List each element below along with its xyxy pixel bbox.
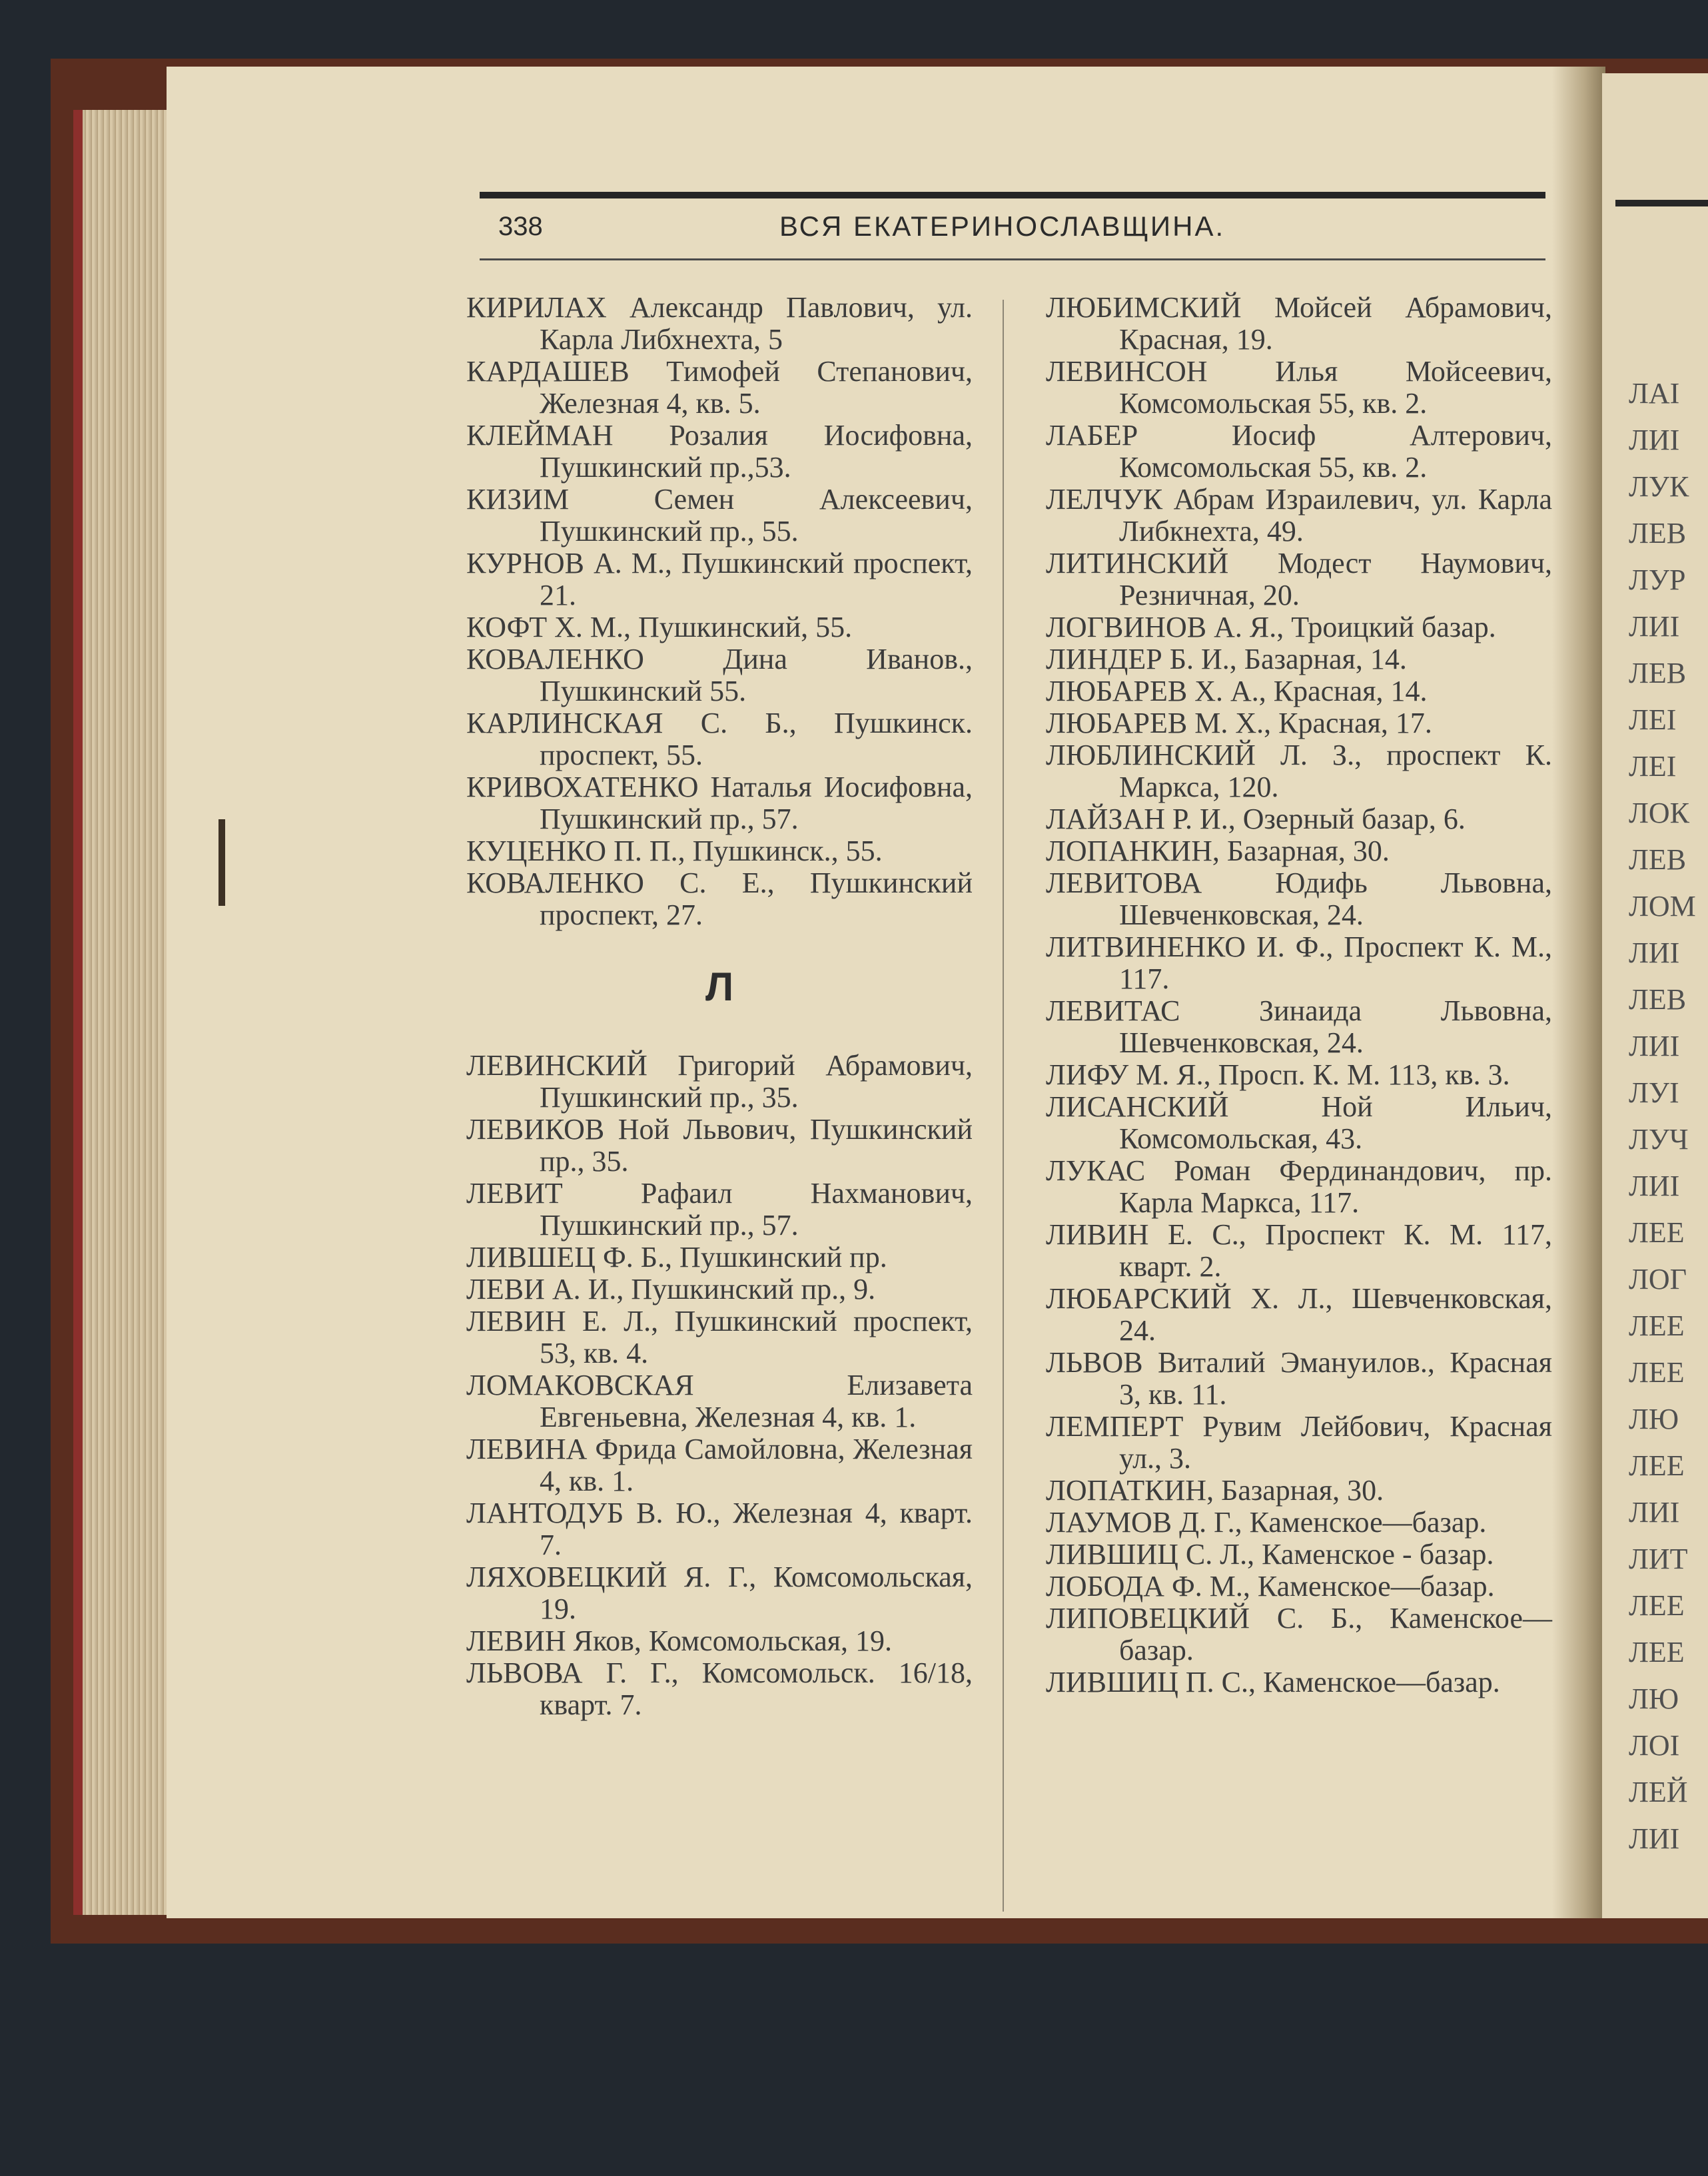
facing-page-fragment: ЛЕІ [1629,750,1677,783]
facing-page-fragment: ЛЕІ [1629,703,1677,736]
entries-l [466,1050,973,1721]
facing-page-fragment: ЛЕЕ [1629,1449,1685,1482]
directory-entry: ЛЕВИН Яков, Комсомольская, 19. [466,1625,893,1657]
directory-entry: ЛЬВОВ Виталий Эмануилов., Красная 3, кв. 11. [1046,1346,1552,1411]
directory-entry: ЛИСАНСКИЙ Ной Ильич, Комсомольская, 43. [1046,1090,1552,1155]
directory-entry: КАРЛИНСКАЯ С. Б., Пушкинск. проспект, 55. [466,707,973,771]
directory-entry: ЛИТИНСКИЙ Модест Наумович, Резничная, 20. [1046,547,1552,611]
page-number: 338 [498,212,543,241]
directory-entry: ЛИВШЕЦ Ф. Б., Пушкинский пр. [466,1241,887,1273]
directory-entry: ЛАБЕР Иосиф Алтерович, Комсомольская 55, кв. 2. [1046,419,1552,484]
page-edges [73,110,176,1915]
directory-entry: КЛЕЙМАН Розалия Иосифовна, Пушкинский пр.,53. [466,419,973,484]
directory-entry: КОВАЛЕНКО Дина Иванов., Пушкинский 55. [466,643,973,707]
directory-entry: ЛИВИН Е. С., Проспект К. М. 117, кварт. 2. [1046,1218,1552,1283]
facing-page-fragment: ЛЕВ [1629,983,1687,1016]
section-letter: Л [705,964,734,1009]
directory-entry: КАРДАШЕВ Тимофей Степанович, Железная 4, кв. 5. [466,355,973,420]
facing-page-fragment: ЛЮ [1629,1682,1679,1715]
directory-entry: КИЗИМ Семен Алексеевич, Пушкинский пр., 55. [466,483,973,547]
directory-entry: ЛЕВИТОВА Юдифь Львовна, Шевченковская, 24. [1046,867,1552,931]
directory-entry: ЛЬВОВА Г. Г., Комсомольск. 16/18, кварт. 7. [466,1656,973,1721]
facing-page-fragment: ЛЕЕ [1629,1589,1685,1622]
directory-entry: ЛЕВИНСКИЙ Григорий Абрамович, Пушкинский пр., 35. [466,1049,973,1114]
directory-entry: ЛОГВИНОВ А. Я., Троицкий базар. [1046,611,1496,643]
directory-entry: ЛИВШИЦ С. Л., Каменское - базар. [1046,1538,1494,1571]
directory-entry: КУРНОВ А. М., Пушкинский проспект, 21. [466,547,973,611]
facing-page-fragment: ЛИІ [1629,610,1680,643]
directory-entry: КОФТ Х. М., Пушкинский, 55. [466,611,853,643]
directory-entry: КИРИЛАХ Александр Павлович, ул. Карла Либхнехта, 5 [466,291,973,356]
facing-page-fragment: ЛИІ [1629,1822,1680,1855]
directory-entry: ЛЕВИКОВ Ной Львович, Пушкинский пр., 35. [466,1113,973,1178]
directory-entry: ЛАУМОВ Д. Г., Каменское—базар. [1046,1506,1487,1539]
facing-page-fragment: ЛОК [1629,797,1689,829]
directory-entry: ЛИНДЕР Б. И., Базарная, 14. [1046,643,1407,675]
directory-entry: КОВАЛЕНКО С. Е., Пушкинский проспект, 27. [466,867,973,931]
facing-page-fragment: ЛУК [1629,470,1689,503]
facing-page-fragment: ЛУЧ [1629,1123,1689,1156]
facing-page-fragment: ЛОГ [1629,1263,1687,1295]
facing-page-fragment: ЛИІ [1629,424,1680,456]
directory-entry: ЛЮБИМСКИЙ Мойсей Абрамович, Красная, 19. [1046,291,1552,356]
facing-page-fragment: ЛЮ [1629,1403,1679,1435]
facing-page [1602,73,1708,1918]
facing-page-fragment: ЛЕЕ [1629,1356,1685,1389]
directory-entry: ЛЮБАРЕВ М. Х., Красная, 17. [1046,707,1432,739]
header-underline [480,258,1545,260]
facing-page-column [1629,376,1696,1868]
facing-page-fragment: ЛЕЕ [1629,1216,1685,1249]
directory-entry: ЛАЙЗАН Р. И., Озерный базар, 6. [1046,803,1466,835]
facing-page-fragment: ЛЕВ [1629,657,1687,689]
facing-page-fragment: ЛИТ [1629,1543,1688,1575]
directory-entry: ЛИТВИНЕНКО И. Ф., Проспект К. М., 117. [1046,930,1552,995]
directory-entry: ЛОПАНКИН, Базарная, 30. [1046,835,1390,867]
directory-entry: ЛЯХОВЕЦКИЙ Я. Г., Комсомольская, 19. [466,1561,973,1625]
column-divider [1003,300,1004,1912]
facing-page-fragment: ЛЕЙ [1629,1776,1688,1808]
directory-entry: ЛЕВИНСОН Илья Мойсеевич, Комсомольская 55, кв. 2. [1046,355,1552,420]
gutter-shadow [1552,67,1605,1918]
facing-page-rule [1615,200,1708,206]
facing-page-fragment: ЛОІ [1629,1729,1680,1762]
directory-entry: ЛОМАКОВСКАЯ Елизавета Евгеньевна, Железная 4, кв. 1. [466,1369,973,1433]
directory-entry: ЛИВШИЦ П. С., Каменское—базар. [1046,1666,1500,1698]
directory-entry: ЛЕВИНА Фрида Самойловна, Железная 4, кв. 1. [466,1433,973,1497]
directory-entry: ЛЕВИН Е. Л., Пушкинский проспект, 53, кв. 4. [466,1305,973,1369]
directory-entry: ЛОБОДА Ф. М., Каменское—базар. [1046,1570,1495,1603]
directory-entry: КУЦЕНКО П. П., Пушкинск., 55. [466,835,883,867]
facing-page-fragment: ЛЕВ [1629,517,1687,549]
directory-entry: ЛЮБЛИНСКИЙ Л. З., проспект К. Маркса, 120. [1046,739,1552,803]
facing-page-fragment: ЛАІ [1629,377,1680,410]
left-column [466,292,973,1721]
facing-page-fragment: ЛИІ [1629,936,1680,969]
facing-page-fragment: ЛИІ [1629,1030,1680,1062]
facing-page-fragment: ЛЕЕ [1629,1636,1685,1668]
entries-k [466,292,973,931]
facing-page-fragment: ЛИІ [1629,1496,1680,1529]
facing-page-fragment: ЛИІ [1629,1170,1680,1202]
directory-entry: ЛЕВИ А. И., Пушкинский пр., 9. [466,1273,876,1305]
facing-page-fragment: ЛУР [1629,563,1686,596]
facing-page-fragment: ЛОМ [1629,890,1696,922]
header-rule [480,192,1545,198]
directory-entry: ЛЕВИТ Рафаил Нахманович, Пушкинский пр., 57. [466,1177,973,1242]
entries-right [1046,292,1552,1698]
directory-entry: ЛЕЛЧУК Абрам Израилевич, ул. Карла Либкнехта, 49. [1046,483,1552,547]
directory-entry: ЛЕМПЕРТ Рувим Лейбович, Красная ул., 3. [1046,1410,1552,1475]
directory-entry: КРИВОХАТЕНКО Наталья Иосифовна, Пушкинский пр., 57. [466,771,973,835]
directory-entry: ЛИПОВЕЦКИЙ С. Б., Каменское—базар. [1046,1602,1552,1666]
bookmark-ribbon [218,819,225,906]
directory-entry: ЛУКАС Роман Фердинандович, пр. Карла Маркса, 117. [1046,1154,1552,1219]
directory-entry: ЛЕВИТАС Зинаида Львовна, Шевченковская, 24. [1046,994,1552,1059]
facing-page-fragment: ЛЕВ [1629,843,1687,876]
directory-entry: ЛИФУ М. Я., Просп. К. М. 113, кв. 3. [1046,1058,1510,1091]
running-title: ВСЯ ЕКАТЕРИНОСЛАВЩИНА. [779,210,1226,242]
facing-page-fragment: ЛУІ [1629,1076,1679,1109]
directory-entry: ЛЮБАРЕВ Х. А., Красная, 14. [1046,675,1428,707]
directory-entry: ЛАНТОДУБ В. Ю., Железная 4, кварт. 7. [466,1497,973,1561]
directory-entry: ЛЮБАРСКИЙ Х. Л., Шевченковская, 24. [1046,1282,1552,1347]
facing-page-fragment: ЛЕЕ [1629,1309,1685,1342]
right-column [1046,292,1552,1698]
directory-entry: ЛОПАТКИН, Базарная, 30. [1046,1474,1384,1507]
